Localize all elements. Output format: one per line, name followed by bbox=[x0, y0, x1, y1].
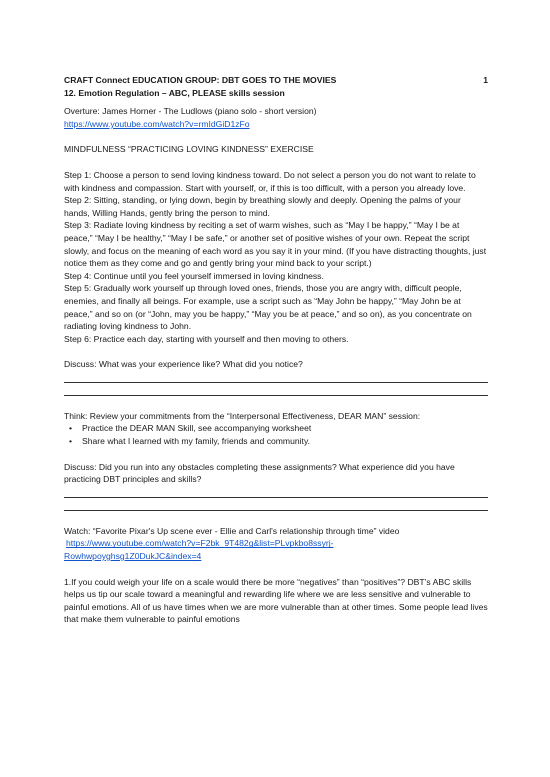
list-item: • Share what I learned with my family, friends and community. bbox=[82, 435, 488, 448]
discuss-experience: Discuss: What was your experience like? What did you notice? bbox=[64, 359, 303, 370]
overture-text: Overture: James Horner - The Ludlows (piano solo - short version) bbox=[64, 106, 317, 117]
commitments-list bbox=[64, 422, 488, 447]
step-6: Step 6: Practice each day, starting with yourself and then moving to others. bbox=[64, 333, 349, 344]
step-5: Step 5: Gradually work yourself up through loved ones, friends, those you are angry with, difficult people, enemies, and finally all beings. For example, use a script such as “May John be happy,” “May John be at peace,” and so on (or “John, may you be happy,” “May you be at peace,” and so on), as you concentrate on radiating loving kindness to John. bbox=[64, 283, 472, 332]
watch-link-line-1[interactable]: https://www.youtube.com/watch?v=F2bk_9T482g&list=PLvpkbo8ssyrj- bbox=[66, 538, 334, 549]
overture-link[interactable]: https://www.youtube.com/watch?v=rmIdGiD1zFo bbox=[64, 118, 250, 129]
step-3: Step 3: Radiate loving kindness by reciting a set of warm wishes, such as “May I be happy,” “May I be at peace,” “May I be healthy,” “May I be safe,” or another set of positive wishes of your own. Repeat the script slowly, and focus on the meaning of each word as you say it in your mind. (If you have distracting thoughts, just notice them as they come and go and gently bring your mind back to your script.) bbox=[64, 220, 487, 269]
answer-line[interactable] bbox=[64, 371, 488, 383]
document-title: CRAFT Connect EDUCATION GROUP: DBT GOES TO THE MOVIES bbox=[64, 75, 337, 85]
discuss-obstacles: Discuss: Did you run into any obstacles completing these assignments? What experience did you have practicing DBT principles and skills? bbox=[64, 461, 455, 485]
watch-link-line-2[interactable]: Rowhwpoyghsg1Z0DukJC&index=4 bbox=[64, 551, 202, 562]
page-number: 1 bbox=[483, 75, 488, 85]
step-2: Step 2: Sitting, standing, or lying down, begin by breathing slowly and deeply. Opening the palms of your hands, Willing Hands, gently bring the person to mind. bbox=[64, 195, 461, 218]
document-page bbox=[64, 74, 488, 626]
exercise-title: MINDFULNESS “PRACTICING LOVING KINDNESS” EXERCISE bbox=[64, 144, 314, 155]
think-text: Think: Review your commitments from the “Interpersonal Effectiveness, DEAR MAN” session: bbox=[64, 410, 421, 421]
answer-line[interactable] bbox=[64, 486, 488, 498]
closing-paragraph: 1.If you could weigh your life on a scale would there be more “negatives” than “positives”? DBT’s ABC skills helps us tip our scale toward a meaningful and rewarding life where we are less sensitive and vulnerable to painful emotions. All of us have times when we are more vulnerable than at other times. Some people lead lives that make them vulnerable to painful emotions bbox=[64, 576, 488, 625]
answer-line[interactable] bbox=[64, 499, 488, 511]
session-subtitle: 12. Emotion Regulation – ABC, PLEASE skills session bbox=[64, 87, 285, 98]
step-4: Step 4: Continue until you feel yourself immersed in loving kindness. bbox=[64, 270, 324, 281]
header-row bbox=[64, 74, 488, 87]
step-1: Step 1: Choose a person to send loving kindness toward. Do not select a person you do not want to relate to with kindness and compassion. Start with yourself, or, if this is too difficult, with a person you already love. bbox=[64, 169, 476, 193]
list-item: • Practice the DEAR MAN Skill, see accompanying worksheet bbox=[82, 422, 488, 435]
answer-line[interactable] bbox=[64, 384, 488, 396]
watch-text: Watch: “Favorite Pixar's Up scene ever - Ellie and Carl's relationship through time” video bbox=[64, 525, 400, 536]
